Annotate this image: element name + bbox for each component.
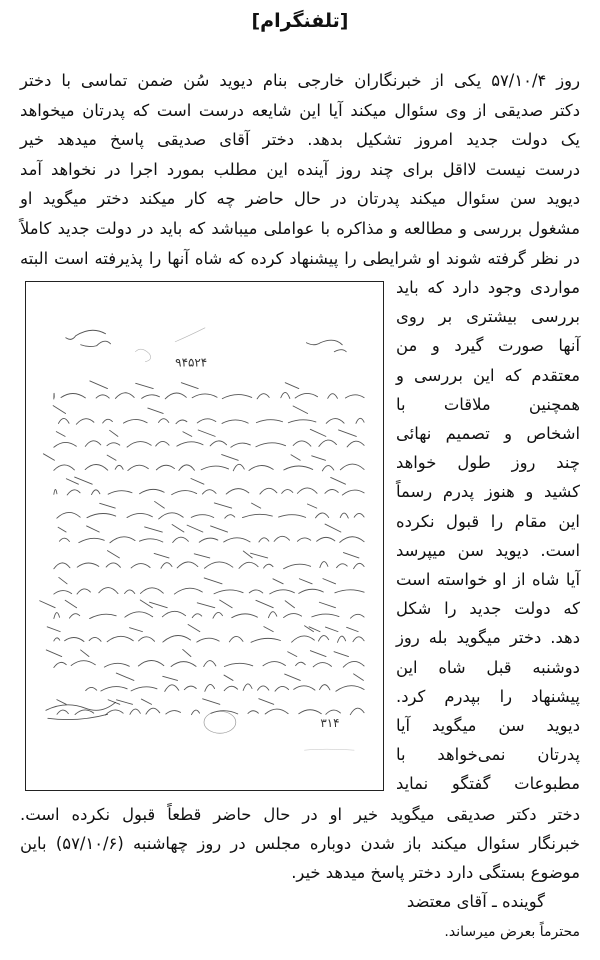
closing-line: محترماً بعرض میرساند. [444,924,580,940]
handwriting-stroke [40,600,364,619]
handwritten-number: ۹۴۵۲۴ [175,355,208,370]
text-line: پدرتان نمی‌خواهد با [396,745,580,765]
text-line: دوشنبه قبل شاه این [396,657,580,677]
handwriting-stroke [46,649,364,667]
handwriting-stroke [54,429,364,447]
text-line: دیوید سن سئوال میکند پدرتان در حال حاضر چه کار میکند دختر میگوید او [20,189,580,209]
handwriting-stroke [54,381,364,399]
handwritten-document-image [25,281,384,791]
text-line: روز ۵۷/۱۰/۴ یکی از خبرنگاران خارجی بنام دیوید سُن ضمن تماسی با دختر [20,71,580,90]
handwriting-stroke [54,577,364,594]
text-line: که دولت جدید را شکل [396,599,580,619]
seal-circle [204,711,236,733]
handwriting-stroke [304,749,354,750]
text-line: دکتر صدیقی از وی سئوال میکند آیا این شایعه درست است که پدرتان میخواهد [20,100,580,120]
text-line: دهد. دختر میگوید بله روز [396,628,580,648]
handwriting-stroke [53,406,364,425]
text-line: بررسی بیشتری بر روی [396,307,580,327]
document-title: [تلفنگرام] [251,10,349,32]
handwritten-margin-number: ۳۱۴ [320,716,340,731]
text-line: آیا شاه از او خواسته است [396,570,580,589]
text-line: مواردی وجود دارد که باید [396,278,580,297]
handwriting-stroke [43,454,364,471]
text-line: مطبوعات گفتگو نماید [396,774,580,794]
text-line: درست نیست لااقل برای چند روز آینده این مطلب بمورد اجرا در نخواهد آمد [20,159,580,179]
handwriting-stroke [66,330,111,346]
handwriting-stroke [57,699,364,715]
text-line: خبرنگار سئوال میکند باز شدن دوباره مجلس در روز چهاشنبه (۵۷/۱۰/۶) باین [20,834,580,853]
handwriting-stroke [58,524,364,543]
handwriting-stroke [57,501,364,519]
text-line: این مقام را قبول نکرده [396,511,580,531]
text-line: در نظر گرفته شوند او شرایطی را پیشنهاد کرده که شاه آنها را پذیرفته است البته [20,248,580,268]
handwriting-scan [26,282,383,790]
text-line: دیوید سن میگوید آیا [396,716,580,735]
handwriting-stroke [47,624,364,642]
text-line: یک دولت جدید امروز تشکیل بدهد. دختر آقای صدیقی پاسخ میدهد خیر [20,130,580,150]
text-line: همچنین ملاقات با [396,394,580,414]
handwriting-stroke [54,477,364,495]
handwriting-stroke [306,340,346,352]
text-line: چند روز طول خواهد [396,453,580,473]
text-line: اشخاص و تصمیم نهائی [396,424,580,443]
text-line: آنها صورت گیرد و من [396,336,580,356]
text-line: کشید و هنوز پدرم رسماً [396,482,580,502]
text-line: پیشنهاد را بپدرم کرد. [396,686,580,706]
handwriting-stroke [54,551,364,569]
text-line: موضوع بستگی دارد دختر پاسخ میدهد خیر. [291,863,580,882]
handwriting-stroke [86,673,364,691]
text-line: است. دیوید سن میپرسد [396,540,580,560]
text-line: معتقدم که این بررسی و [396,365,580,385]
text-line: دختر دکتر صدیقی میگوید خیر او در حال حاضر قطعاً قبول نکرده است. [20,805,580,824]
speaker-line: گوینده ـ آقای معتضد [406,892,545,911]
text-line: مشغول بررسی و مطالعه و مذاکره با عواملی میباشد که باید در دولت جدید کاملاً [20,219,580,238]
